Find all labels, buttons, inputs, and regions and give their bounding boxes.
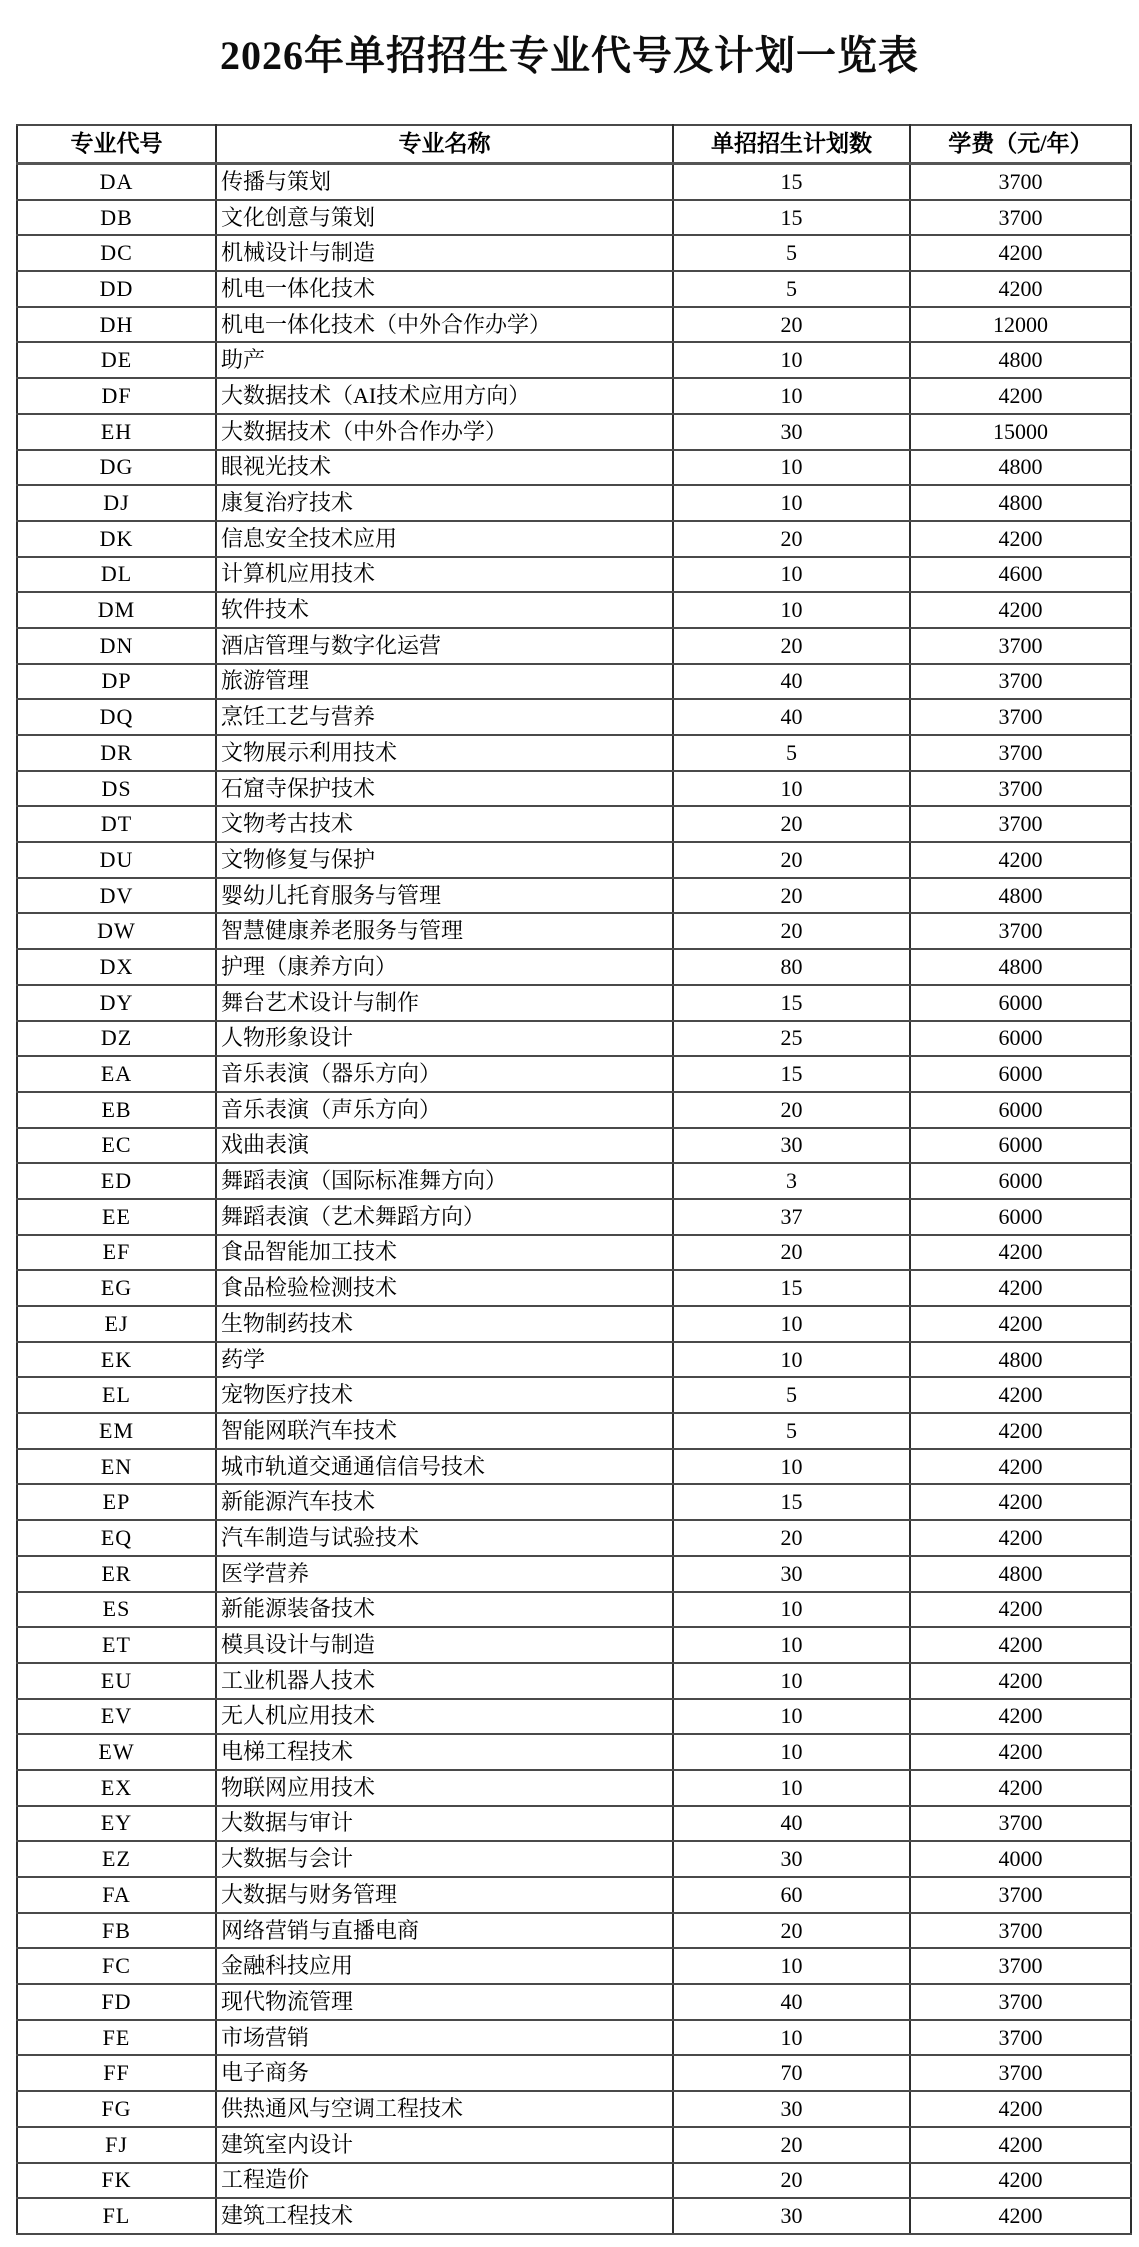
cell-tuition: 3700: [910, 699, 1131, 735]
table-row: [17, 1163, 1131, 1199]
table-row: [17, 592, 1131, 628]
table-row: [17, 1342, 1131, 1378]
cell-tuition: 4800: [910, 878, 1131, 914]
cell-major-name: 生物制药技术: [216, 1306, 673, 1342]
cell-major-code: FL: [17, 2198, 216, 2234]
cell-major-name: 眼视光技术: [216, 450, 673, 486]
table-row: [17, 1592, 1131, 1628]
cell-tuition: 6000: [910, 1163, 1131, 1199]
cell-major-name: 舞台艺术设计与制作: [216, 985, 673, 1021]
cell-major-name: 城市轨道交通通信信号技术: [216, 1449, 673, 1485]
cell-plan-count: 10: [673, 1948, 910, 1984]
table-row: [17, 806, 1131, 842]
cell-plan-count: 5: [673, 735, 910, 771]
cell-plan-count: 20: [673, 1235, 910, 1271]
cell-major-code: DV: [17, 878, 216, 914]
cell-major-name: 智慧健康养老服务与管理: [216, 913, 673, 949]
table-body: [17, 164, 1131, 2234]
table-row: [17, 271, 1131, 307]
table-row: [17, 2055, 1131, 2091]
cell-major-name: 智能网联汽车技术: [216, 1413, 673, 1449]
cell-major-name: 文物修复与保护: [216, 842, 673, 878]
cell-major-code: DR: [17, 735, 216, 771]
cell-plan-count: 10: [673, 771, 910, 807]
cell-plan-count: 40: [673, 1984, 910, 2020]
cell-plan-count: 15: [673, 1056, 910, 1092]
cell-tuition: 4200: [910, 842, 1131, 878]
table-row: [17, 949, 1131, 985]
cell-tuition: 4800: [910, 485, 1131, 521]
cell-tuition: 4200: [910, 1270, 1131, 1306]
cell-tuition: 3700: [910, 806, 1131, 842]
cell-tuition: 3700: [910, 735, 1131, 771]
table-row: [17, 1235, 1131, 1271]
cell-tuition: 4800: [910, 450, 1131, 486]
cell-major-code: FG: [17, 2091, 216, 2127]
cell-major-name: 计算机应用技术: [216, 557, 673, 593]
cell-major-name: 大数据技术（AI技术应用方向）: [216, 378, 673, 414]
cell-major-code: DS: [17, 771, 216, 807]
table-row: [17, 521, 1131, 557]
table-row: [17, 414, 1131, 450]
cell-major-code: EL: [17, 1377, 216, 1413]
cell-major-code: DH: [17, 307, 216, 343]
cell-tuition: 4800: [910, 949, 1131, 985]
cell-plan-count: 40: [673, 699, 910, 735]
cell-major-name: 食品检验检测技术: [216, 1270, 673, 1306]
cell-plan-count: 20: [673, 307, 910, 343]
cell-major-name: 药学: [216, 1342, 673, 1378]
cell-major-name: 助产: [216, 342, 673, 378]
table-row: [17, 1520, 1131, 1556]
cell-major-name: 文物考古技术: [216, 806, 673, 842]
table-row: [17, 1270, 1131, 1306]
cell-major-code: DC: [17, 235, 216, 271]
cell-tuition: 12000: [910, 307, 1131, 343]
cell-major-name: 软件技术: [216, 592, 673, 628]
table-row: [17, 485, 1131, 521]
cell-major-code: DL: [17, 557, 216, 593]
cell-plan-count: 37: [673, 1199, 910, 1235]
table-row: [17, 450, 1131, 486]
cell-plan-count: 15: [673, 164, 910, 200]
cell-major-code: FJ: [17, 2127, 216, 2163]
table-row: [17, 2127, 1131, 2163]
table-row: [17, 1806, 1131, 1842]
cell-tuition: 4800: [910, 1556, 1131, 1592]
cell-plan-count: 15: [673, 1484, 910, 1520]
cell-major-name: 大数据技术（中外合作办学）: [216, 414, 673, 450]
table-row: [17, 664, 1131, 700]
cell-plan-count: 30: [673, 2091, 910, 2127]
cell-major-code: EK: [17, 1342, 216, 1378]
table-row: [17, 1484, 1131, 1520]
cell-tuition: 4200: [910, 1484, 1131, 1520]
cell-major-code: FC: [17, 1948, 216, 1984]
cell-major-code: DN: [17, 628, 216, 664]
cell-plan-count: 5: [673, 271, 910, 307]
table-row: [17, 1128, 1131, 1164]
cell-plan-count: 10: [673, 1734, 910, 1770]
cell-plan-count: 20: [673, 2127, 910, 2163]
cell-plan-count: 10: [673, 1770, 910, 1806]
cell-tuition: 4200: [910, 271, 1131, 307]
cell-major-code: EC: [17, 1128, 216, 1164]
cell-plan-count: 20: [673, 628, 910, 664]
table-row: [17, 1377, 1131, 1413]
cell-major-name: 大数据与财务管理: [216, 1877, 673, 1913]
cell-plan-count: 20: [673, 1092, 910, 1128]
cell-major-name: 机械设计与制造: [216, 235, 673, 271]
cell-major-code: DK: [17, 521, 216, 557]
table-row: [17, 307, 1131, 343]
cell-major-code: FA: [17, 1877, 216, 1913]
cell-tuition: 3700: [910, 1984, 1131, 2020]
cell-plan-count: 40: [673, 664, 910, 700]
cell-major-name: 旅游管理: [216, 664, 673, 700]
cell-major-code: ER: [17, 1556, 216, 1592]
cell-major-name: 人物形象设计: [216, 1021, 673, 1057]
cell-major-name: 文物展示利用技术: [216, 735, 673, 771]
cell-major-code: EA: [17, 1056, 216, 1092]
table-row: [17, 2163, 1131, 2199]
cell-major-code: DD: [17, 271, 216, 307]
cell-major-name: 音乐表演（声乐方向）: [216, 1092, 673, 1128]
cell-tuition: 3700: [910, 200, 1131, 236]
cell-tuition: 3700: [910, 2055, 1131, 2091]
cell-tuition: 6000: [910, 985, 1131, 1021]
cell-major-code: EB: [17, 1092, 216, 1128]
cell-major-name: 文化创意与策划: [216, 200, 673, 236]
cell-major-code: FK: [17, 2163, 216, 2199]
table-row: [17, 1734, 1131, 1770]
cell-plan-count: 3: [673, 1163, 910, 1199]
table-row: [17, 1199, 1131, 1235]
table-row: [17, 842, 1131, 878]
cell-major-code: EQ: [17, 1520, 216, 1556]
cell-plan-count: 30: [673, 1128, 910, 1164]
table-row: [17, 1948, 1131, 1984]
cell-plan-count: 25: [673, 1021, 910, 1057]
column-header-major-name: 专业名称: [216, 125, 673, 164]
cell-tuition: 3700: [910, 1913, 1131, 1949]
cell-major-name: 康复治疗技术: [216, 485, 673, 521]
cell-plan-count: 10: [673, 1663, 910, 1699]
cell-tuition: 4200: [910, 1699, 1131, 1735]
cell-major-name: 网络营销与直播电商: [216, 1913, 673, 1949]
cell-tuition: 4000: [910, 1841, 1131, 1877]
cell-major-code: EJ: [17, 1306, 216, 1342]
cell-major-code: DT: [17, 806, 216, 842]
cell-plan-count: 10: [673, 1699, 910, 1735]
cell-major-name: 机电一体化技术（中外合作办学）: [216, 307, 673, 343]
table-row: [17, 2091, 1131, 2127]
table-row: [17, 1449, 1131, 1485]
cell-major-name: 宠物医疗技术: [216, 1377, 673, 1413]
cell-major-name: 酒店管理与数字化运营: [216, 628, 673, 664]
cell-tuition: 3700: [910, 771, 1131, 807]
table-row: [17, 628, 1131, 664]
cell-major-code: FB: [17, 1913, 216, 1949]
cell-major-name: 物联网应用技术: [216, 1770, 673, 1806]
cell-tuition: 6000: [910, 1199, 1131, 1235]
cell-tuition: 3700: [910, 2020, 1131, 2056]
cell-plan-count: 10: [673, 378, 910, 414]
cell-major-code: EV: [17, 1699, 216, 1735]
table-row: [17, 1413, 1131, 1449]
cell-major-code: DJ: [17, 485, 216, 521]
cell-major-code: DB: [17, 200, 216, 236]
cell-tuition: 4200: [910, 378, 1131, 414]
cell-tuition: 3700: [910, 1877, 1131, 1913]
table-row: [17, 771, 1131, 807]
cell-major-code: FD: [17, 1984, 216, 2020]
cell-major-code: EZ: [17, 1841, 216, 1877]
cell-tuition: 4200: [910, 2091, 1131, 2127]
table-row: [17, 1021, 1131, 1057]
cell-plan-count: 20: [673, 806, 910, 842]
cell-tuition: 4200: [910, 2198, 1131, 2234]
cell-tuition: 3700: [910, 913, 1131, 949]
cell-tuition: 4200: [910, 1592, 1131, 1628]
cell-major-name: 石窟寺保护技术: [216, 771, 673, 807]
cell-major-name: 模具设计与制造: [216, 1627, 673, 1663]
cell-major-name: 音乐表演（器乐方向）: [216, 1056, 673, 1092]
cell-major-name: 工业机器人技术: [216, 1663, 673, 1699]
cell-plan-count: 30: [673, 2198, 910, 2234]
cell-tuition: 4200: [910, 235, 1131, 271]
cell-major-name: 信息安全技术应用: [216, 521, 673, 557]
table-row: [17, 1092, 1131, 1128]
cell-tuition: 4200: [910, 1235, 1131, 1271]
table-row: [17, 557, 1131, 593]
cell-major-code: EW: [17, 1734, 216, 1770]
cell-tuition: 4200: [910, 1520, 1131, 1556]
cell-major-code: EX: [17, 1770, 216, 1806]
cell-tuition: 3700: [910, 664, 1131, 700]
cell-major-code: DA: [17, 164, 216, 200]
cell-major-name: 建筑工程技术: [216, 2198, 673, 2234]
cell-tuition: 4200: [910, 1413, 1131, 1449]
cell-major-code: DU: [17, 842, 216, 878]
cell-plan-count: 10: [673, 557, 910, 593]
cell-major-name: 食品智能加工技术: [216, 1235, 673, 1271]
cell-tuition: 6000: [910, 1056, 1131, 1092]
cell-plan-count: 20: [673, 1913, 910, 1949]
cell-major-name: 电子商务: [216, 2055, 673, 2091]
table-row: [17, 735, 1131, 771]
cell-plan-count: 10: [673, 1592, 910, 1628]
cell-plan-count: 70: [673, 2055, 910, 2091]
cell-plan-count: 10: [673, 450, 910, 486]
cell-plan-count: 10: [673, 1306, 910, 1342]
cell-major-code: EH: [17, 414, 216, 450]
cell-plan-count: 30: [673, 1556, 910, 1592]
table-row: [17, 2020, 1131, 2056]
cell-major-code: EF: [17, 1235, 216, 1271]
cell-plan-count: 10: [673, 2020, 910, 2056]
cell-tuition: 4800: [910, 1342, 1131, 1378]
column-header-tuition: 学费（元/年）: [910, 125, 1131, 164]
cell-tuition: 4600: [910, 557, 1131, 593]
cell-plan-count: 20: [673, 2163, 910, 2199]
cell-plan-count: 10: [673, 1627, 910, 1663]
cell-major-code: DE: [17, 342, 216, 378]
cell-tuition: 6000: [910, 1021, 1131, 1057]
cell-plan-count: 10: [673, 485, 910, 521]
cell-plan-count: 60: [673, 1877, 910, 1913]
cell-major-code: ED: [17, 1163, 216, 1199]
cell-plan-count: 20: [673, 1520, 910, 1556]
table-row: [17, 1984, 1131, 2020]
table-row: [17, 1663, 1131, 1699]
cell-plan-count: 40: [673, 1806, 910, 1842]
table-header-row: [17, 125, 1131, 164]
cell-major-code: DM: [17, 592, 216, 628]
cell-tuition: 3700: [910, 1806, 1131, 1842]
table-row: [17, 1841, 1131, 1877]
cell-major-code: EN: [17, 1449, 216, 1485]
table-row: [17, 200, 1131, 236]
cell-major-code: DF: [17, 378, 216, 414]
cell-plan-count: 80: [673, 949, 910, 985]
cell-plan-count: 5: [673, 1377, 910, 1413]
cell-tuition: 3700: [910, 164, 1131, 200]
cell-major-name: 新能源汽车技术: [216, 1484, 673, 1520]
cell-tuition: 6000: [910, 1128, 1131, 1164]
table-row: [17, 2198, 1131, 2234]
cell-major-name: 市场营销: [216, 2020, 673, 2056]
cell-tuition: 3700: [910, 628, 1131, 664]
table-row: [17, 1556, 1131, 1592]
cell-tuition: 3700: [910, 1948, 1131, 1984]
cell-major-code: DZ: [17, 1021, 216, 1057]
cell-tuition: 4200: [910, 1377, 1131, 1413]
cell-plan-count: 10: [673, 1342, 910, 1378]
cell-major-name: 供热通风与空调工程技术: [216, 2091, 673, 2127]
cell-tuition: 4200: [910, 1306, 1131, 1342]
cell-plan-count: 20: [673, 521, 910, 557]
table-row: [17, 1913, 1131, 1949]
cell-plan-count: 20: [673, 913, 910, 949]
cell-plan-count: 20: [673, 878, 910, 914]
table-row: [17, 342, 1131, 378]
column-header-plan-count: 单招招生计划数: [673, 125, 910, 164]
table-row: [17, 1056, 1131, 1092]
cell-major-name: 金融科技应用: [216, 1948, 673, 1984]
cell-major-code: DX: [17, 949, 216, 985]
cell-major-name: 舞蹈表演（国际标准舞方向）: [216, 1163, 673, 1199]
cell-tuition: 4200: [910, 1663, 1131, 1699]
cell-major-name: 大数据与审计: [216, 1806, 673, 1842]
cell-tuition: 4200: [910, 1627, 1131, 1663]
cell-plan-count: 10: [673, 1449, 910, 1485]
cell-major-code: FF: [17, 2055, 216, 2091]
cell-major-code: EE: [17, 1199, 216, 1235]
table-row: [17, 913, 1131, 949]
table-row: [17, 1627, 1131, 1663]
cell-tuition: 15000: [910, 414, 1131, 450]
cell-plan-count: 10: [673, 592, 910, 628]
cell-major-code: EY: [17, 1806, 216, 1842]
cell-major-name: 建筑室内设计: [216, 2127, 673, 2163]
cell-major-code: EM: [17, 1413, 216, 1449]
cell-major-name: 现代物流管理: [216, 1984, 673, 2020]
cell-plan-count: 5: [673, 1413, 910, 1449]
table-row: [17, 1877, 1131, 1913]
cell-major-name: 舞蹈表演（艺术舞蹈方向）: [216, 1199, 673, 1235]
cell-plan-count: 15: [673, 985, 910, 1021]
cell-plan-count: 5: [673, 235, 910, 271]
cell-tuition: 6000: [910, 1092, 1131, 1128]
cell-tuition: 4200: [910, 1449, 1131, 1485]
cell-major-code: FE: [17, 2020, 216, 2056]
cell-major-name: 汽车制造与试验技术: [216, 1520, 673, 1556]
cell-major-code: EG: [17, 1270, 216, 1306]
cell-major-code: DY: [17, 985, 216, 1021]
cell-major-code: DP: [17, 664, 216, 700]
table-row: [17, 1699, 1131, 1735]
cell-major-name: 新能源装备技术: [216, 1592, 673, 1628]
cell-major-code: DQ: [17, 699, 216, 735]
table-row: [17, 378, 1131, 414]
cell-major-code: ET: [17, 1627, 216, 1663]
cell-major-name: 机电一体化技术: [216, 271, 673, 307]
cell-major-name: 烹饪工艺与营养: [216, 699, 673, 735]
cell-major-name: 大数据与会计: [216, 1841, 673, 1877]
cell-major-name: 医学营养: [216, 1556, 673, 1592]
cell-major-name: 电梯工程技术: [216, 1734, 673, 1770]
cell-major-name: 传播与策划: [216, 164, 673, 200]
table-row: [17, 985, 1131, 1021]
table-row: [17, 235, 1131, 271]
cell-tuition: 4200: [910, 2163, 1131, 2199]
enrollment-plan-table: [16, 124, 1132, 2235]
column-header-major-code: 专业代号: [17, 125, 216, 164]
cell-tuition: 4200: [910, 521, 1131, 557]
table-row: [17, 164, 1131, 200]
cell-tuition: 4200: [910, 1770, 1131, 1806]
cell-major-code: ES: [17, 1592, 216, 1628]
table-row: [17, 1306, 1131, 1342]
cell-major-name: 无人机应用技术: [216, 1699, 673, 1735]
cell-plan-count: 10: [673, 342, 910, 378]
cell-tuition: 4800: [910, 342, 1131, 378]
cell-major-code: EP: [17, 1484, 216, 1520]
cell-plan-count: 20: [673, 842, 910, 878]
cell-plan-count: 30: [673, 414, 910, 450]
cell-major-name: 戏曲表演: [216, 1128, 673, 1164]
cell-tuition: 4200: [910, 592, 1131, 628]
cell-major-name: 护理（康养方向）: [216, 949, 673, 985]
cell-plan-count: 15: [673, 200, 910, 236]
cell-plan-count: 15: [673, 1270, 910, 1306]
cell-major-code: DG: [17, 450, 216, 486]
table-row: [17, 1770, 1131, 1806]
cell-tuition: 4200: [910, 2127, 1131, 2163]
page-title: 2026年单招招生专业代号及计划一览表: [220, 33, 919, 78]
table-row: [17, 699, 1131, 735]
cell-major-code: EU: [17, 1663, 216, 1699]
cell-tuition: 4200: [910, 1734, 1131, 1770]
cell-major-name: 工程造价: [216, 2163, 673, 2199]
cell-plan-count: 30: [673, 1841, 910, 1877]
cell-major-name: 婴幼儿托育服务与管理: [216, 878, 673, 914]
table-row: [17, 878, 1131, 914]
cell-major-code: DW: [17, 913, 216, 949]
